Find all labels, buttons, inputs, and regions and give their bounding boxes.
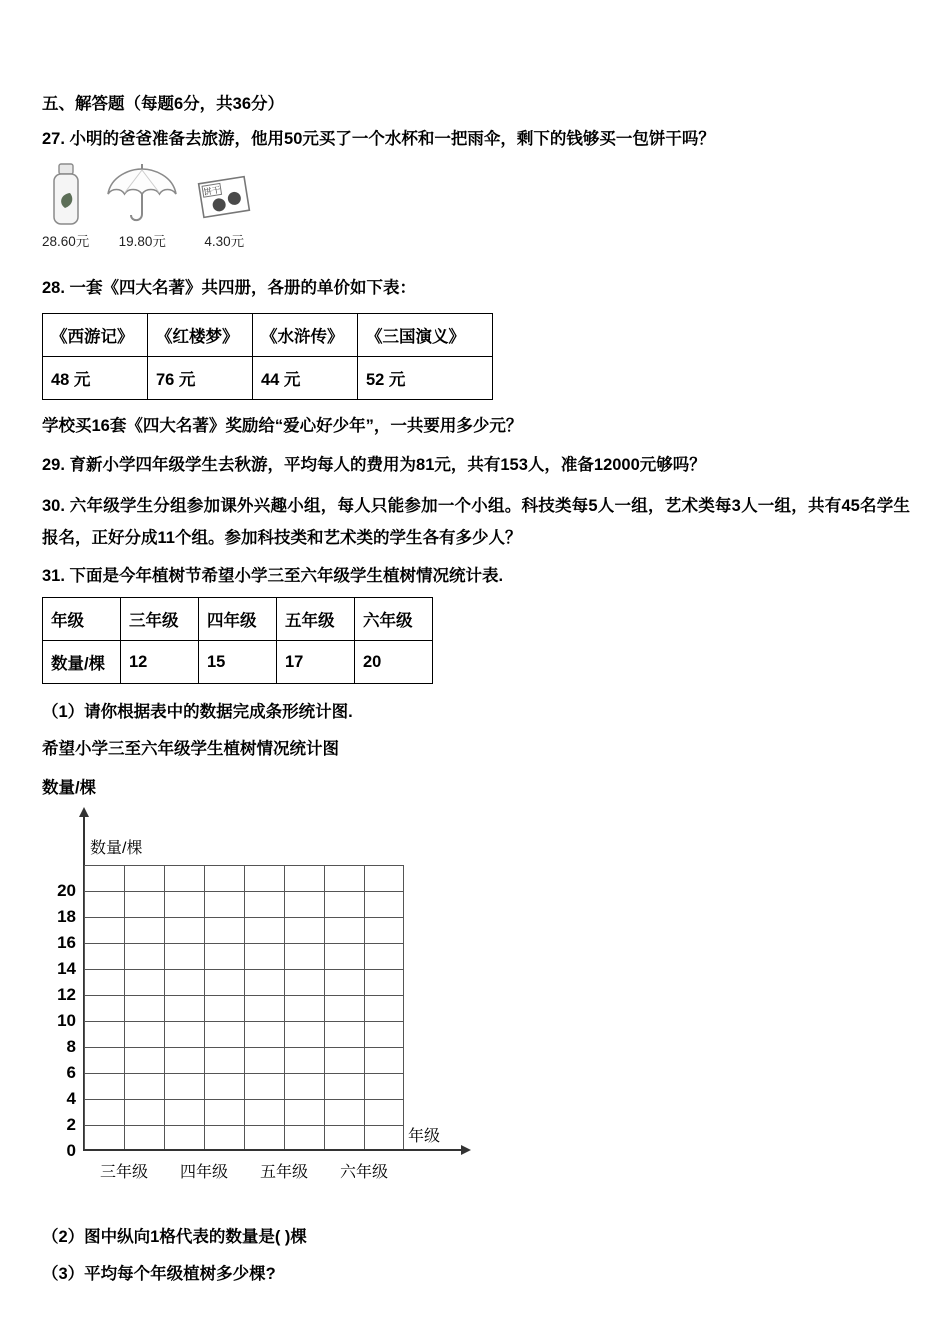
question-30-text: 30. 六年级学生分组参加课外兴趣小组，每人只能参加一个小组。科技类每5人一组，艺术类每3人一组，共有45名学生报名，正好分成11个组。参加科技类和艺术类的学生各有多少人？ bbox=[42, 497, 910, 547]
y-tick-label: 4 bbox=[66, 1089, 76, 1108]
question-27-text: 27. 小明的爸爸准备去旅游，他用50元买了一个水杯和一把雨伞，剩下的钱够买一包饼干吗？ bbox=[42, 130, 715, 148]
section-heading: 五、解答题（每题6分，共36分） bbox=[42, 95, 285, 113]
chart-unit-line: 数量/棵 bbox=[42, 779, 97, 797]
question-31-text: 31. 下面是今年植树节希望小学三至六年级学生植树情况统计表. bbox=[42, 567, 504, 585]
q31-sub2-text: （2）图中纵向1格代表的数量是( )棵 bbox=[42, 1228, 307, 1246]
q28-price-cell: 48 元 bbox=[43, 357, 148, 400]
x-category-label: 三年级 bbox=[99, 1164, 148, 1181]
y-tick-label: 20 bbox=[57, 881, 76, 900]
y-tick-label: 0 bbox=[66, 1141, 76, 1160]
thermos-price: 28.60元 bbox=[42, 234, 90, 249]
q28-price-table bbox=[42, 313, 493, 400]
y-tick-label: 14 bbox=[57, 959, 76, 978]
q31-count-cell: 20 bbox=[355, 641, 433, 684]
q27-items-row bbox=[42, 162, 910, 250]
question-29-text: 29. 育新小学四年级学生去秋游，平均每人的费用为81元，共有153人，准备12000元够吗？ bbox=[42, 456, 706, 474]
q31-grade-cell: 五年级 bbox=[277, 598, 355, 641]
y-tick-label: 6 bbox=[66, 1063, 76, 1082]
x-category-label: 六年级 bbox=[339, 1164, 388, 1181]
y-tick-label: 10 bbox=[57, 1011, 76, 1030]
thermos-bottle-icon bbox=[47, 162, 85, 226]
table-row bbox=[43, 598, 433, 641]
q28-price-cell: 44 元 bbox=[253, 357, 358, 400]
q31-count-cell: 17 bbox=[277, 641, 355, 684]
table-row bbox=[43, 314, 493, 357]
item-biscuit bbox=[195, 168, 253, 250]
y-tick-label: 8 bbox=[66, 1037, 76, 1056]
q31-grade-cell: 四年级 bbox=[199, 598, 277, 641]
biscuit-pack-icon bbox=[195, 168, 253, 226]
x-category-label: 四年级 bbox=[179, 1164, 228, 1181]
bar-chart-area bbox=[42, 807, 512, 1199]
table-row bbox=[43, 357, 493, 400]
umbrella-icon bbox=[103, 162, 181, 226]
q31-grade-cell: 六年级 bbox=[355, 598, 433, 641]
chart-x-axis-label: 年级 bbox=[408, 1128, 441, 1145]
q28-price-cell: 76 元 bbox=[148, 357, 253, 400]
biscuit-label: 饼干 bbox=[202, 184, 222, 198]
q31-count-cell: 15 bbox=[199, 641, 277, 684]
q31-count-cell: 12 bbox=[121, 641, 199, 684]
table-row bbox=[43, 641, 433, 684]
item-thermos bbox=[42, 162, 89, 250]
q28-header-cell: 《水浒传》 bbox=[253, 314, 358, 357]
y-tick-label: 2 bbox=[66, 1115, 76, 1134]
umbrella-price: 19.80元 bbox=[118, 234, 166, 249]
question-28-followup: 学校买16套《四大名著》奖励给“爱心好少年”，一共要用多少元？ bbox=[42, 417, 523, 435]
q28-header-cell: 《西游记》 bbox=[43, 314, 148, 357]
q28-price-cell: 52 元 bbox=[358, 357, 493, 400]
chart-y-axis-label: 数量/棵 bbox=[90, 840, 143, 857]
y-tick-label: 12 bbox=[57, 985, 76, 1004]
q31-sub1-text: （1）请你根据表中的数据完成条形统计图. bbox=[42, 703, 353, 721]
q31-sub3-text: （3）平均每个年级植树多少棵? bbox=[42, 1265, 276, 1283]
q28-header-cell: 《红楼梦》 bbox=[148, 314, 253, 357]
chart-caption: 希望小学三至六年级学生植树情况统计图 bbox=[42, 740, 339, 758]
x-category-label: 五年级 bbox=[259, 1164, 308, 1181]
q31-grade-cell: 年级 bbox=[43, 598, 121, 641]
question-28-text: 28. 一套《四大名著》共四册，各册的单价如下表： bbox=[42, 279, 417, 297]
q31-stats-table bbox=[42, 597, 433, 684]
q31-grade-cell: 三年级 bbox=[121, 598, 199, 641]
y-tick-label: 18 bbox=[57, 907, 76, 926]
y-tick-label: 16 bbox=[57, 933, 76, 952]
q28-header-cell: 《三国演义》 bbox=[358, 314, 493, 357]
biscuit-price: 4.30元 bbox=[204, 234, 245, 249]
item-umbrella bbox=[103, 162, 181, 250]
chart-x-categories bbox=[42, 807, 512, 1199]
q31-count-cell: 数量/棵 bbox=[43, 641, 121, 684]
